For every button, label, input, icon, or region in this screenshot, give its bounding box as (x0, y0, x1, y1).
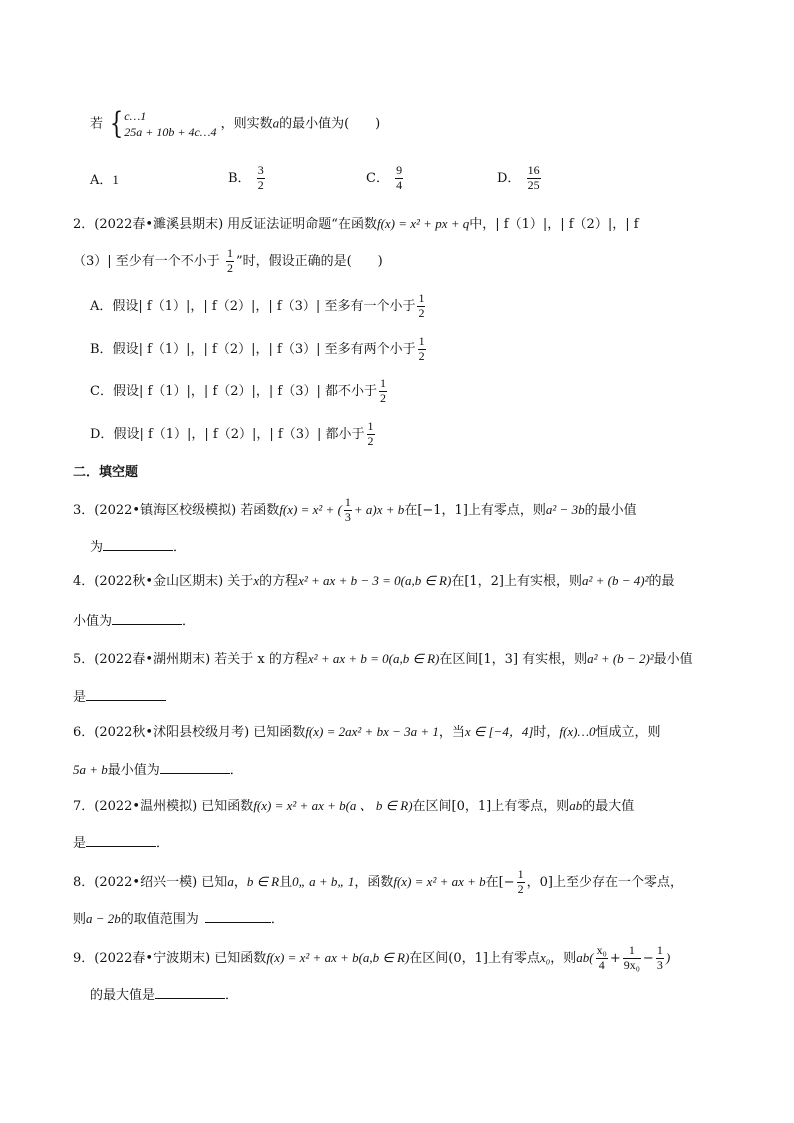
q1-tail: ，则实数 (220, 116, 273, 132)
q7-line1: 7．(2022•温州模拟) 已知函数f(x) = x² + ax + b(a 、 b ∈ R)在区间[0，1]上有零点，则ab的最大值 (73, 798, 635, 814)
fraction: $\frac{16}{25}$ (527, 163, 540, 192)
answer-blank[interactable] (205, 912, 271, 923)
q1-option-c: C． $\frac{9}{4}$ (366, 163, 403, 192)
q1-tail2: 的最小值为( ) (279, 116, 381, 132)
q1-option-a: A．1 (90, 172, 119, 188)
q2-line2: （3）| 至少有一个不小于 $\frac{1}{2}$ ”时，假设正确的是( ) (73, 246, 383, 275)
q5-line1: 5．(2022春•湖州期末) 若关于 x 的方程x² + ax + b = 0(a,b ∈ R)在区间[1，3] 有实根，则a² + (b − 2)²最小值 (73, 651, 693, 667)
q1-cond2: 25a + 10b + 4c…4 (124, 125, 217, 140)
fraction: $\frac{1}{2}$ (418, 291, 425, 320)
fraction: $\frac{\text{x₀}}{4}$ (596, 943, 607, 972)
q2-line1: 2．(2022春•濉溪县期末) 用反证法证明命题“在函数f(x) = x² + px + q中，| f（1）|，| f（2）|，| f (73, 216, 639, 232)
q2-option-b: B．假设| f（1）|，| f（2）|，| f（3）| 至多有两个小于 $\frac{1}{2}$ (90, 334, 425, 363)
q4-line1: 4．(2022秋•金山区期末) 关于x的方程x² + ax + b − 3 = 0(a,b ∈ R)在[1，2]上有实根，则a² + (b − 4)²的最 (73, 573, 675, 589)
q1-var: a (272, 115, 280, 131)
answer-blank[interactable] (86, 690, 166, 701)
q1-stem (90, 108, 380, 140)
answer-blank[interactable] (155, 988, 225, 999)
q1-option-b: B． $\frac{3}{2}$ (228, 163, 264, 192)
fraction: $\frac{1}{\text{9x₀}}$ (623, 943, 640, 972)
q3-line1: 3．(2022•镇海区校级模拟) 若函数f(x) = x² + ( $\frac{1}{3}$ + a)x + b在[−1，1]上有零点，则a² − 3b的最小值 (73, 495, 637, 524)
fraction: $\frac{1}{3}$ (344, 495, 351, 524)
q7-line2: 是 ． (73, 836, 170, 851)
answer-blank[interactable] (160, 763, 230, 774)
q6-line2: 5a + b最小值为 ． (73, 762, 243, 778)
fraction: $\frac{1}{3}$ (656, 943, 663, 972)
section-heading: 二．填空题 (73, 465, 139, 480)
fraction: $\frac{1}{2}$ (380, 376, 387, 405)
q6-line1: 6．(2022秋•沭阳县校级月考) 已知函数f(x) = 2ax² + bx − 3a + 1，当x ∈ [−4，4]时，f(x)…0恒成立，则 (73, 724, 661, 740)
q2-option-a: A．假设| f（1）|，| f（2）|，| f（3）| 至多有一个小于 $\frac{1}{2}$ (90, 291, 425, 320)
fraction: $\frac{1}{2}$ (226, 246, 233, 275)
brace-icon: { (110, 106, 124, 142)
answer-blank[interactable] (86, 836, 156, 847)
q4-line2: 小值为 ． (73, 614, 196, 629)
q1-option-d: D． $\frac{16}{25}$ (497, 163, 540, 192)
q8-line2: 则a − 2b的取值范围为 ． (73, 911, 284, 927)
fraction: $\frac{1}{2}$ (418, 334, 425, 363)
fraction: $\frac{9}{4}$ (396, 163, 403, 192)
q3-line2: 为 ． (90, 540, 187, 555)
q5-line2: 是 (73, 690, 166, 704)
q2-option-c: C．假设| f（1）|，| f（2）|，| f（3）| 都不小于 $\frac{1}{2}$ (90, 376, 387, 405)
fraction: $\frac{1}{2}$ (367, 419, 374, 448)
q1-cond1: c…1 (124, 109, 147, 123)
q1-prefix: 若 (90, 116, 104, 132)
q8-line1: 8．(2022•绍兴一模) 已知a，b ∈ R且0„ a + b„ 1，函数f(x) = x² + ax + b在[− $\frac{1}{2}$ ，0]上至少存在一个零点， (73, 867, 683, 896)
answer-blank[interactable] (112, 614, 182, 625)
fraction: $\frac{1}{2}$ (517, 867, 524, 896)
q9-line2: 的最大值是 ． (90, 988, 239, 1003)
q9-line1: 9．(2022春•宁波期末) 已知函数f(x) = x² + ax + b(a,b ∈ R)在区间(0，1]上有零点x₀，则ab( $\frac{\text{x₀}}{4}$ + $\frac{1}{\text{9x₀}}$ − $\frac{1}{3}$ ) (73, 943, 671, 972)
q1-system (107, 108, 216, 140)
answer-blank[interactable] (103, 540, 173, 551)
fraction: $\frac{3}{2}$ (257, 163, 264, 192)
q2-option-d: D．假设| f（1）|，| f（2）|，| f（3）| 都小于 $\frac{1}{2}$ (90, 419, 374, 448)
